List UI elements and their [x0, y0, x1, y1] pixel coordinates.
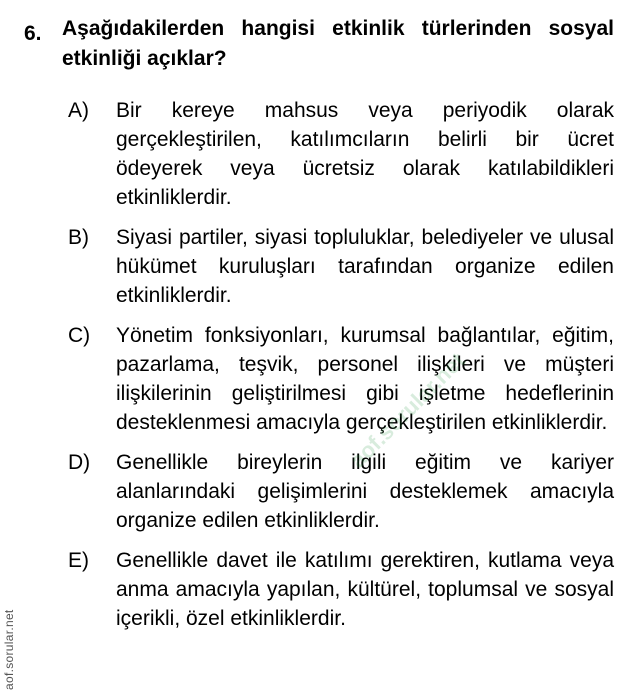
option-letter: B): [68, 226, 89, 249]
option-letter: D): [68, 451, 91, 474]
question-block: [24, 14, 614, 644]
option-e[interactable]: [68, 546, 614, 633]
option-letter: E): [68, 549, 89, 572]
question-header: [24, 14, 614, 74]
option-letter: A): [68, 99, 89, 122]
option-text: Genellikle davet ile katılımı gerektiren, kutlama veya anma amacıyla yapılan, kültürel, toplumsal ve sosyal içerikli, özel etkinliklerdir.: [116, 549, 614, 630]
option-a[interactable]: [68, 96, 614, 212]
option-text: Yönetim fonksiyonları, kurumsal bağlantılar, eğitim, pazarlama, teşvik, personel ilişkileri ve müşteri ilişkilerinin geliştirilmesi gibi işletme hedeflerinin desteklenmesi amacıyla gerçekleştirilen etkinliklerdir.: [116, 324, 614, 434]
option-text: Bir kereye mahsus veya periyodik olarak gerçekleştirilen, katılımcıların belirli bir ücret ödeyerek veya ücretsiz olarak katılabildikleri etkinliklerdir.: [116, 99, 614, 209]
side-watermark: aof.sorular.net: [2, 609, 16, 690]
option-letter: C): [68, 324, 91, 347]
diagonal-watermark: aof.sorular.net: [345, 347, 470, 473]
question-stem: Aşağıdakilerden hangisi etkinlik türlerinden sosyal etkinliği açıklar?: [62, 17, 614, 70]
option-d[interactable]: [68, 448, 614, 535]
option-c[interactable]: [68, 321, 614, 437]
option-text: Genellikle bireylerin ilgili eğitim ve kariyer alanlarındaki gelişimlerini desteklemek amacıyla organize edilen etkinliklerdir.: [116, 451, 614, 532]
option-text: Siyasi partiler, siyasi topluluklar, belediyeler ve ulusal hükümet kuruluşları tarafından organize edilen etkinliklerdir.: [116, 226, 614, 307]
answer-options: [68, 96, 614, 633]
option-b[interactable]: [68, 223, 614, 310]
question-number: 6.: [24, 22, 42, 45]
